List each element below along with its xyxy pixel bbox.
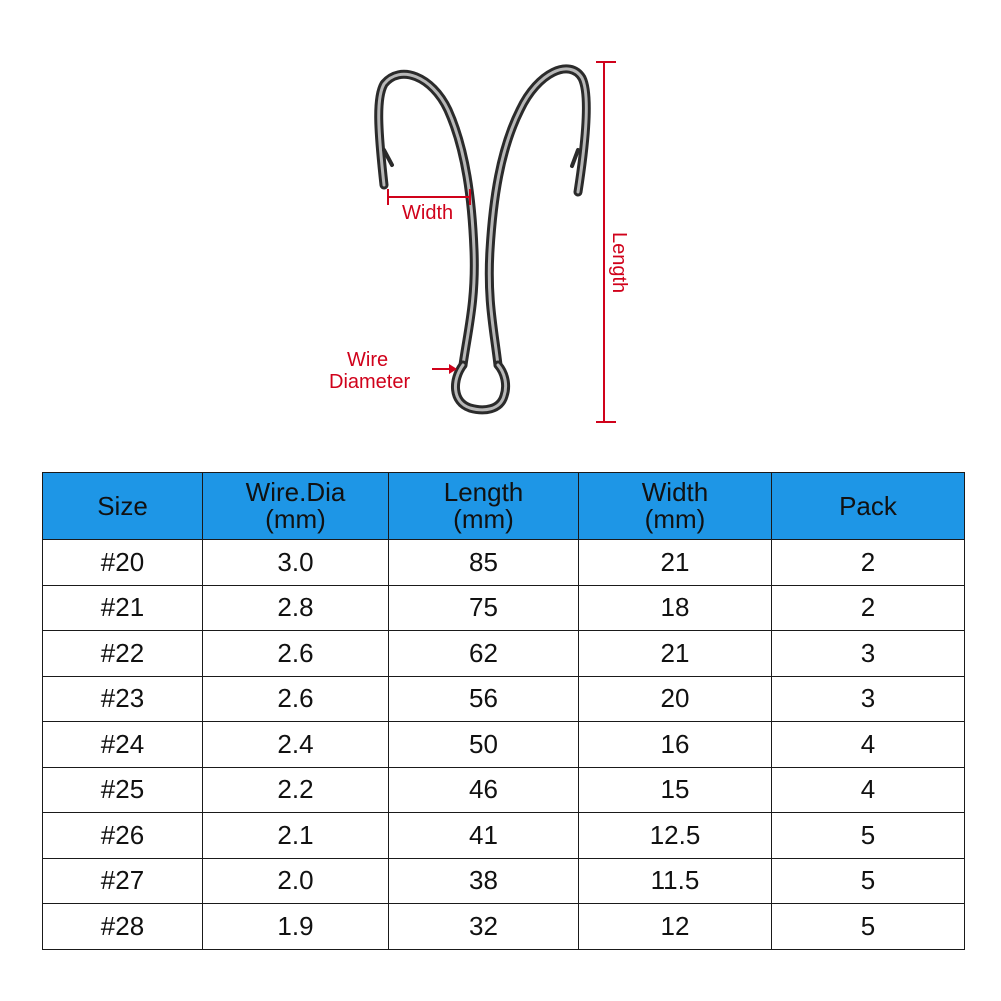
cell-pack: 5	[772, 858, 965, 904]
cell-length: 75	[389, 585, 579, 631]
cell-pack: 2	[772, 540, 965, 586]
cell-pack: 4	[772, 767, 965, 813]
cell-length: 32	[389, 904, 579, 950]
cell-length: 56	[389, 676, 579, 722]
cell-wire-dia: 2.1	[203, 813, 389, 859]
cell-length: 50	[389, 722, 579, 768]
table-row	[43, 904, 965, 950]
table-row	[43, 722, 965, 768]
header-size: Size	[43, 473, 203, 540]
cell-wire-dia: 2.2	[203, 767, 389, 813]
wire-label: Wire	[347, 349, 389, 371]
cell-size: #20	[43, 540, 203, 586]
cell-size: #24	[43, 722, 203, 768]
cell-width: 15	[579, 767, 772, 813]
header-wire-dia: Wire.Dia (mm)	[203, 473, 389, 540]
table-row	[43, 631, 965, 677]
cell-pack: 3	[772, 631, 965, 677]
table-row	[43, 676, 965, 722]
length-label: Length	[608, 232, 630, 294]
cell-width: 12	[579, 904, 772, 950]
diameter-label: Diameter	[329, 371, 411, 393]
size-spec-table	[42, 472, 965, 950]
cell-size: #23	[43, 676, 203, 722]
double-hook-image	[379, 69, 587, 410]
table-header-row	[43, 473, 965, 540]
cell-length: 62	[389, 631, 579, 677]
cell-wire-dia: 2.4	[203, 722, 389, 768]
cell-size: #28	[43, 904, 203, 950]
wire-diameter-arrow	[432, 364, 457, 374]
cell-width: 18	[579, 585, 772, 631]
cell-pack: 3	[772, 676, 965, 722]
cell-pack: 5	[772, 904, 965, 950]
cell-size: #27	[43, 858, 203, 904]
cell-width: 11.5	[579, 858, 772, 904]
cell-size: #21	[43, 585, 203, 631]
cell-size: #25	[43, 767, 203, 813]
cell-size: #26	[43, 813, 203, 859]
table-row	[43, 858, 965, 904]
table-row	[43, 585, 965, 631]
table-row	[43, 767, 965, 813]
cell-pack: 4	[772, 722, 965, 768]
cell-wire-dia: 2.8	[203, 585, 389, 631]
cell-width: 21	[579, 631, 772, 677]
cell-length: 85	[389, 540, 579, 586]
cell-wire-dia: 2.0	[203, 858, 389, 904]
cell-width: 12.5	[579, 813, 772, 859]
header-pack: Pack	[772, 473, 965, 540]
hook-diagram	[0, 0, 1001, 460]
header-length: Length (mm)	[389, 473, 579, 540]
cell-length: 38	[389, 858, 579, 904]
cell-width: 20	[579, 676, 772, 722]
cell-pack: 2	[772, 585, 965, 631]
cell-width: 16	[579, 722, 772, 768]
cell-wire-dia: 1.9	[203, 904, 389, 950]
table-row	[43, 813, 965, 859]
cell-length: 41	[389, 813, 579, 859]
cell-length: 46	[389, 767, 579, 813]
table-row	[43, 540, 965, 586]
width-label: Width	[402, 202, 454, 224]
cell-wire-dia: 2.6	[203, 676, 389, 722]
cell-width: 21	[579, 540, 772, 586]
cell-size: #22	[43, 631, 203, 677]
header-width: Width (mm)	[579, 473, 772, 540]
cell-wire-dia: 3.0	[203, 540, 389, 586]
cell-pack: 5	[772, 813, 965, 859]
cell-wire-dia: 2.6	[203, 631, 389, 677]
